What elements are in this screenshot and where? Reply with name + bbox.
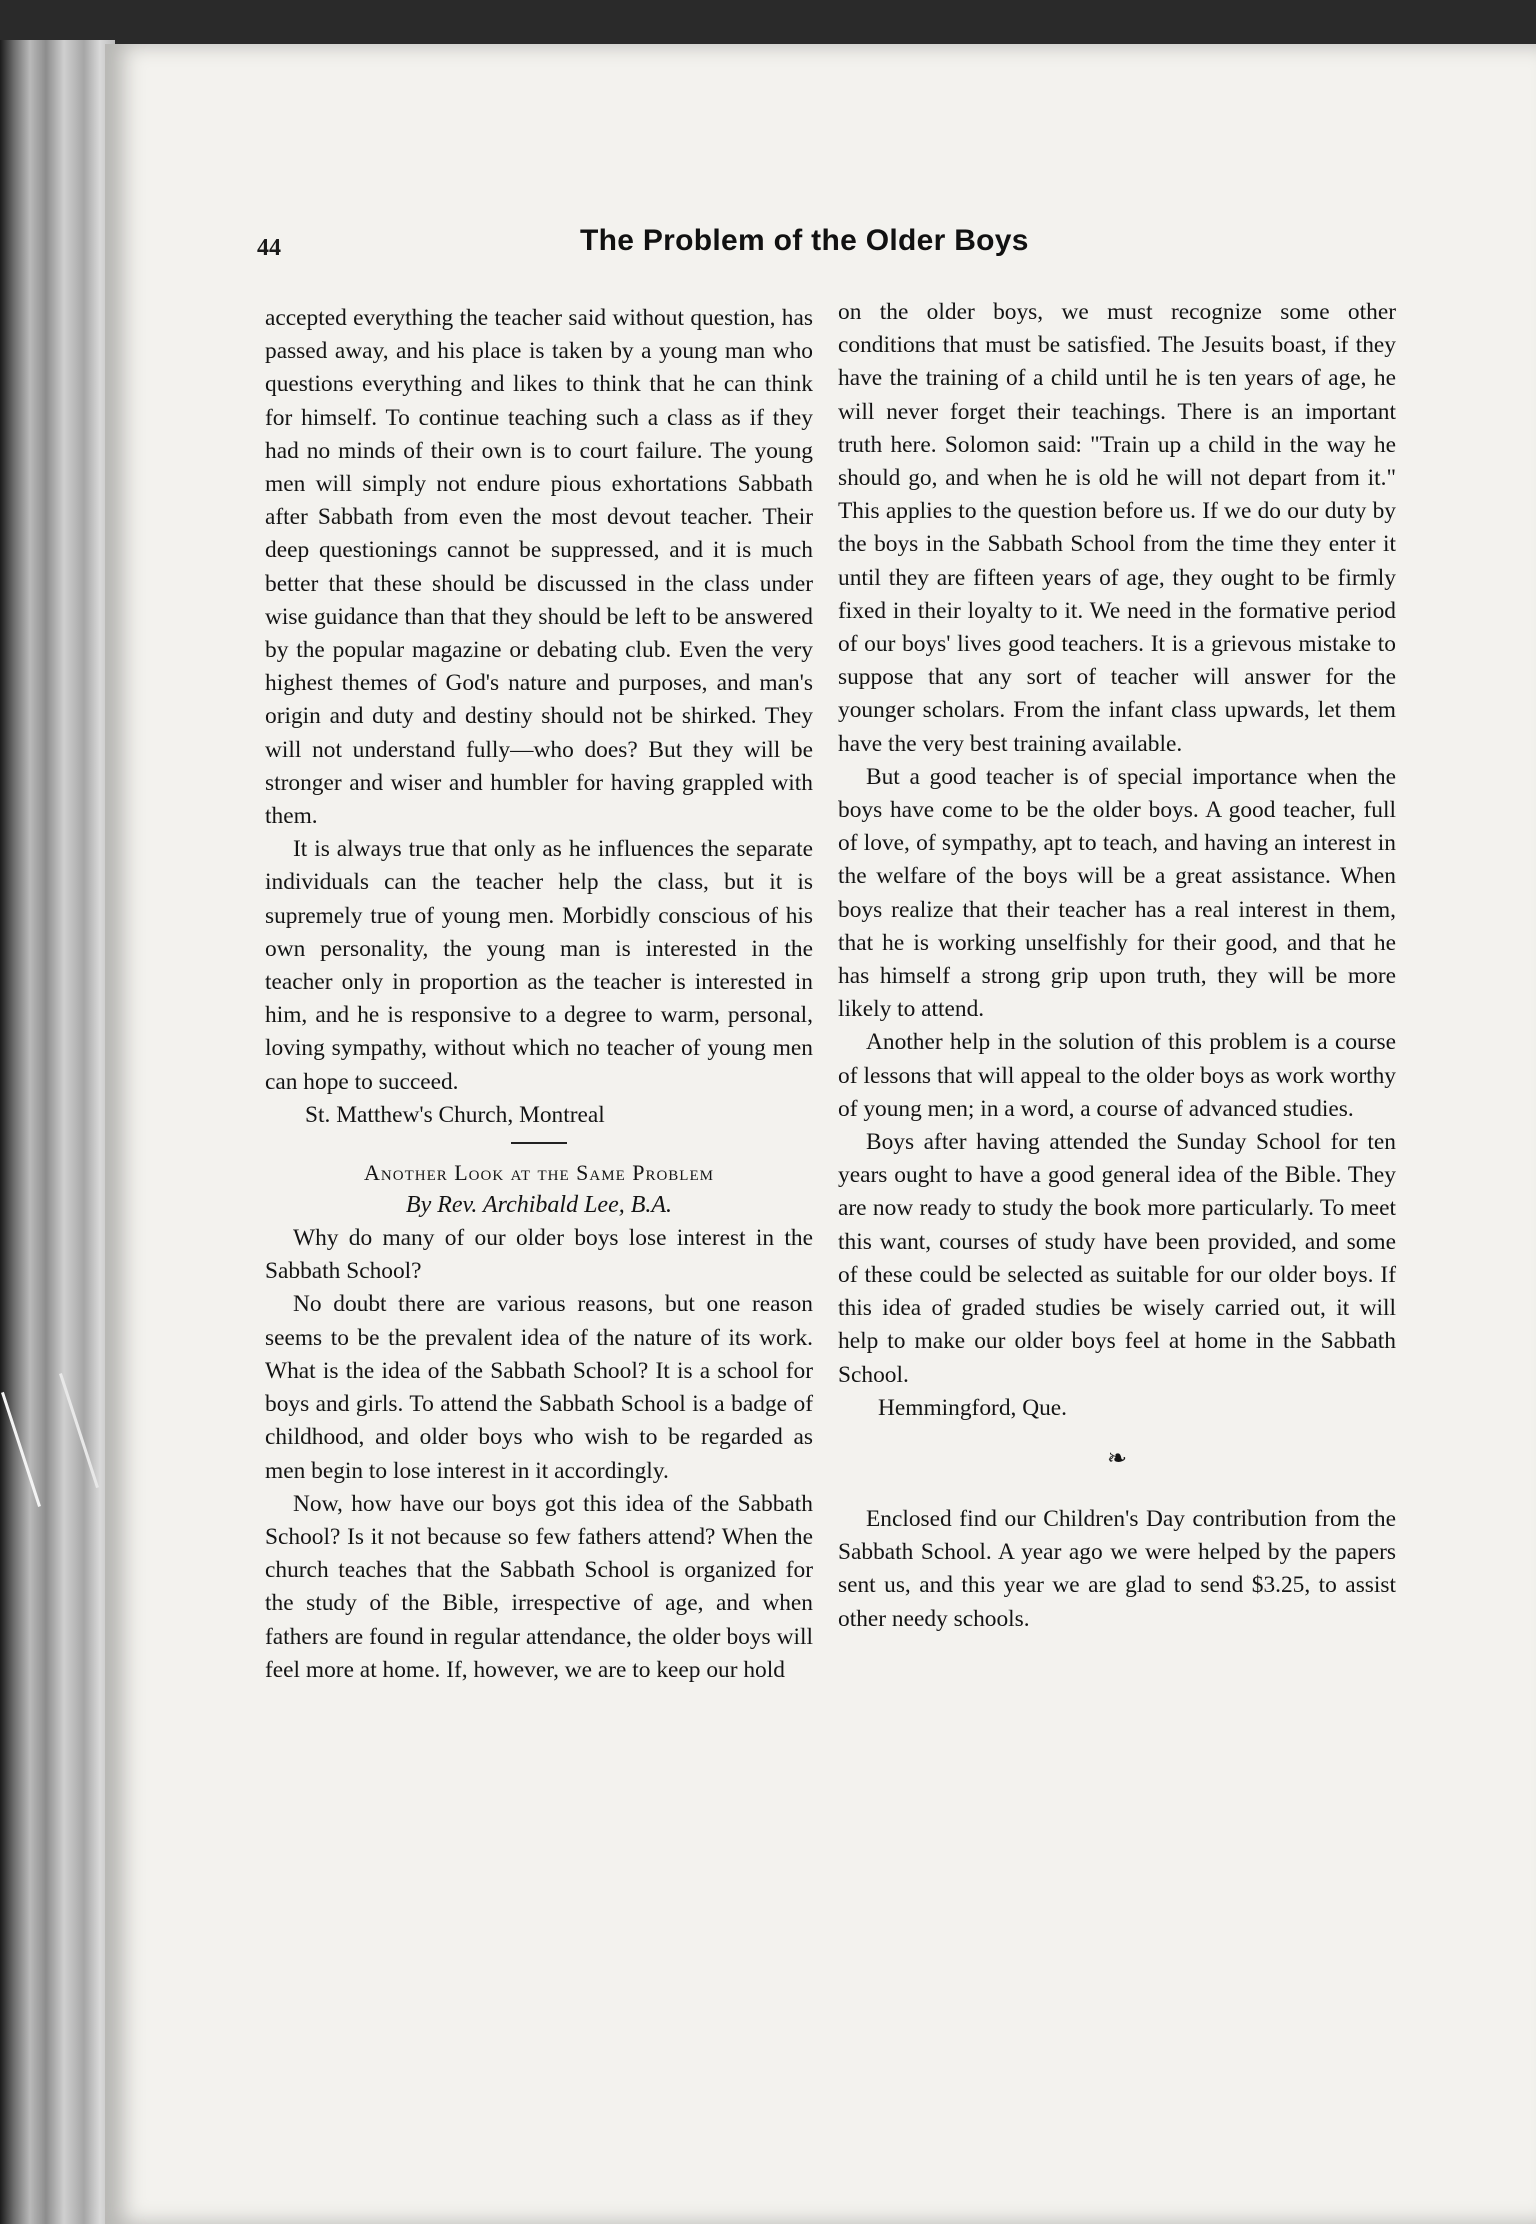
- paragraph: Now, how have our boys got this idea of the Sabbath School? Is it not because so few fathers attend? When the church teaches that the Sabbath School is organized for the study of the Bible, irrespective of age, and when fathers are found in regular attendance, the older boys will feel more at home. If, however, we are to keep our hold: [265, 1490, 813, 1683]
- right-column: [838, 296, 1396, 1636]
- paragraph: Why do many of our older boys lose interest in the Sabbath School?: [265, 1225, 813, 1285]
- book-edge: [0, 40, 115, 2224]
- running-head: The Problem of the Older Boys: [580, 224, 1029, 257]
- signature: St. Matthew's Church, Montreal: [305, 1101, 605, 1128]
- paragraph: Another help in the solution of this problem is a course of lessons that will appeal to the older boys as work worthy of young men; in a word, a course of advanced studies.: [838, 1029, 1396, 1122]
- page-number: 44: [257, 235, 281, 261]
- paragraph: Boys after having attended the Sunday School for ten years ought to have a good general idea of the Bible. They are now ready to study the book more particularly. To meet this want, courses of study have been provided, and some of these could be selected as suitable for our older boys. If this idea of graded studies be wisely carried out, it will help to make our older boys feel at home in the Sabbath School.: [838, 1129, 1396, 1388]
- paragraph: on the older boys, we must recognize some other conditions that must be satisfied. The Jesuits boast, if they have the training of a child until he is ten years of age, he will never forget their teachings. There is an important truth here. Solomon said: "Train up a child in the way he should go, and when he is old he will not depart from it." This applies to the question before us. If we do our duty by the boys in the Sabbath School from the time they enter it until they are fifteen years of age, they ought to be firmly fixed in their loyalty to it. We need in the formative period of our boys' lives good teachers. It is a grievous mistake to suppose that any sort of teacher will answer for the younger scholars. From the infant class upwards, let them have the very best training available.: [838, 299, 1396, 757]
- section-divider: [511, 1142, 567, 1144]
- paragraph: accepted everything the teacher said without question, has passed away, and his place is taken by a young man who questions everything and likes to think that he can think for himself. To continue teaching such a class as if they had no minds of their own is to court failure. The young men will simply not endure pious exhortations Sabbath after Sabbath from even the most devout teacher. Their deep questionings cannot be suppressed, and it is much better that these should be discussed in the class under wise guidance than that they should be left to be answered by the popular magazine or debating club. Even the very highest themes of God's nature and purposes, and man's origin and duty and destiny should not be shirked. They will not understand fully—who does? But they will be stronger and wiser and humbler for having grappled with them.: [265, 305, 813, 830]
- article-title: Another Look at the Same Problem: [364, 1160, 714, 1186]
- left-column: [265, 302, 813, 1687]
- paragraph: No doubt there are various reasons, but one reason seems to be the prevalent idea of the nature of its work. What is the idea of the Sabbath School? It is a school for boys and girls. To attend the Sabbath School is a badge of childhood, and older boys who wish to be regarded as men begin to lose interest in it accordingly.: [265, 1291, 813, 1484]
- paragraph: It is always true that only as he influences the separate individuals can the teacher help the class, but it is supremely true of young men. Morbidly conscious of his own personality, the young man is interested in the teacher only in proportion as the teacher is interested in him, and he is responsive to a degree to warm, personal, loving sympathy, without which no teacher of young men can hope to succeed.: [265, 836, 813, 1095]
- byline: By Rev. Archibald Lee, B.A.: [405, 1192, 673, 1219]
- ornament-icon: ❧: [1106, 1445, 1128, 1472]
- signature: Hemmingford, Que.: [878, 1394, 1068, 1421]
- paragraph: Enclosed find our Children's Day contribution from the Sabbath School. A year ago we were helped by the papers sent us, and this year we are glad to send $3.25, to assist other needy schools.: [838, 1505, 1396, 1632]
- paragraph: But a good teacher is of special importance when the boys have come to be the older boys. A good teacher, full of love, of sympathy, apt to teach, and having an interest in the welfare of the boys will be a great assistance. When boys realize that their teacher has a real interest in them, that he is working unselfishly for their good, and that he has himself a strong grip upon truth, they will be more likely to attend.: [838, 763, 1396, 1023]
